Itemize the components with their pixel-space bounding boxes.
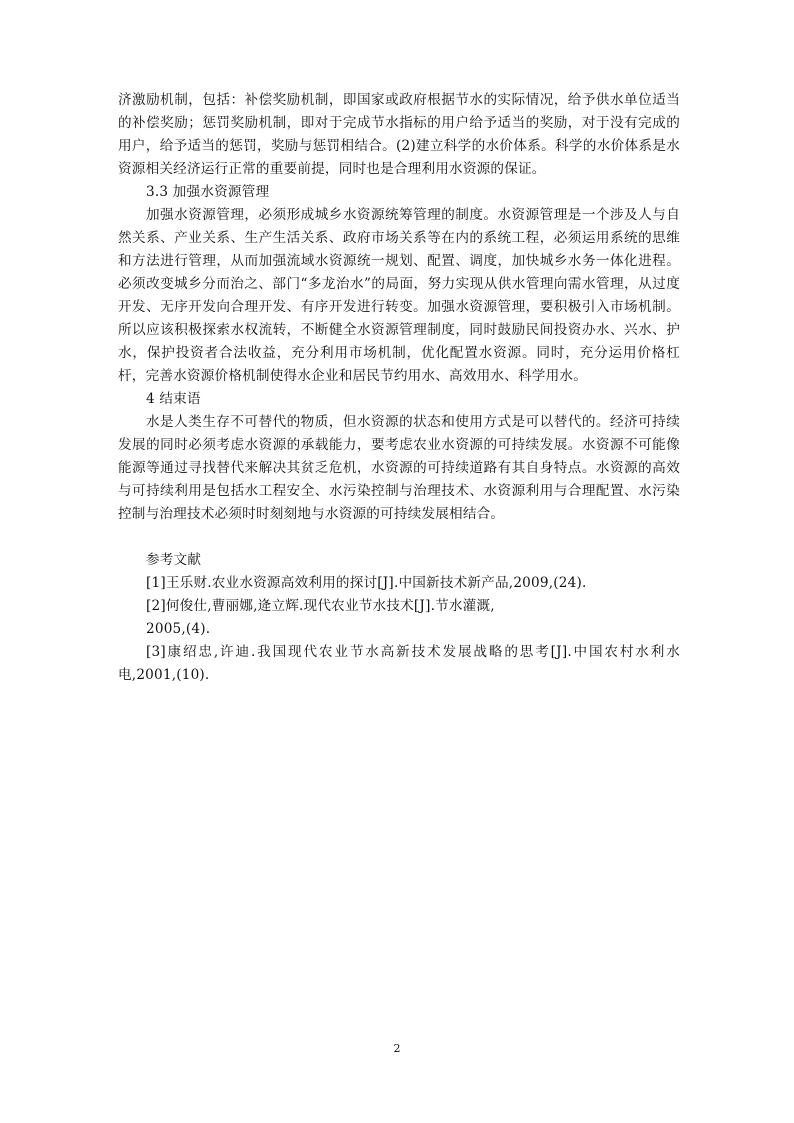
paragraph-conclusion: 水是人类生存不可替代的物质，但水资源的状态和使用方式是可以替代的。经济可持续发展的同时必须考虑水资源的承载能力，要考虑农业水资源的可持续发展。水资源不可能像能源等通过寻找替代来解决其贫乏危机，水资源的可持续道路有其自身特点。水资源的高效与可持续利用是包括水工程安全、水污染控制与治理技术、水资源利用与合理配置、水污染控制与治理技术必须时时刻刻地与水资源的可持续发展相结合。: [118, 414, 680, 522]
paragraph-water-management: 加强水资源管理，必须形成城乡水资源统筹管理的制度。水资源管理是一个涉及人与自然关系、产业关系、生产生活关系、政府市场关系等在内的系统工程，必须运用系统的思维和方法进行管理，从而加强流域水资源统一规划、配置、调度，加快城乡水务一体化进程。必须改变城乡分而治之、部门“多龙治水”的局面，努力实现从供水管理向需水管理，从过度开发、无序开发向合理开发、有序开发进行转变。加强水资源管理，要积极引入市场机制。所以应该积极探索水权流转，不断健全水资源管理制度，同时鼓励民间投资办水、兴水、护水，保护投资者合法收益，充分利用市场机制，优化配置水资源。同时，充分运用价格杠杆，完善水资源价格机制使得水企业和居民节约用水、高效用水、科学用水。: [118, 207, 680, 384]
references-title: 参考文献: [146, 552, 202, 568]
reference-3: [3]康绍忠,许迪.我国现代农业节水高新技术发展战略的思考[J].中国农村水利水电,2001,(10).: [118, 644, 680, 683]
section-heading-4: 4 结束语: [146, 391, 201, 407]
reference-2-continued: 2005,(4).: [146, 621, 211, 637]
section-heading-3-3: 3.3 加强水资源管理: [146, 184, 270, 200]
reference-1: [1]王乐财.农业水资源高效利用的探讨[J].中国新技术新产品,2009,(24).: [146, 575, 587, 591]
reference-2: [2]何俊仕,曹丽娜,逄立辉.现代农业节水技术[J].节水灌溉,: [146, 598, 495, 614]
page-number: 2: [393, 1042, 401, 1055]
paragraph-incentive-mechanism: 济激励机制，包括：补偿奖励机制，即国家或政府根据节水的实际情况，给予供水单位适当的补偿奖励；惩罚奖励机制，即对于完成节水指标的用户给予适当的奖励，对于没有完成的用户，给予适当的惩罚，奖励与惩罚相结合。(2)建立科学的水价体系。科学的水价体系是水资源相关经济运行正常的重要前提，同时也是合理利用水资源的保证。: [118, 92, 680, 177]
body-text: [118, 89, 680, 687]
